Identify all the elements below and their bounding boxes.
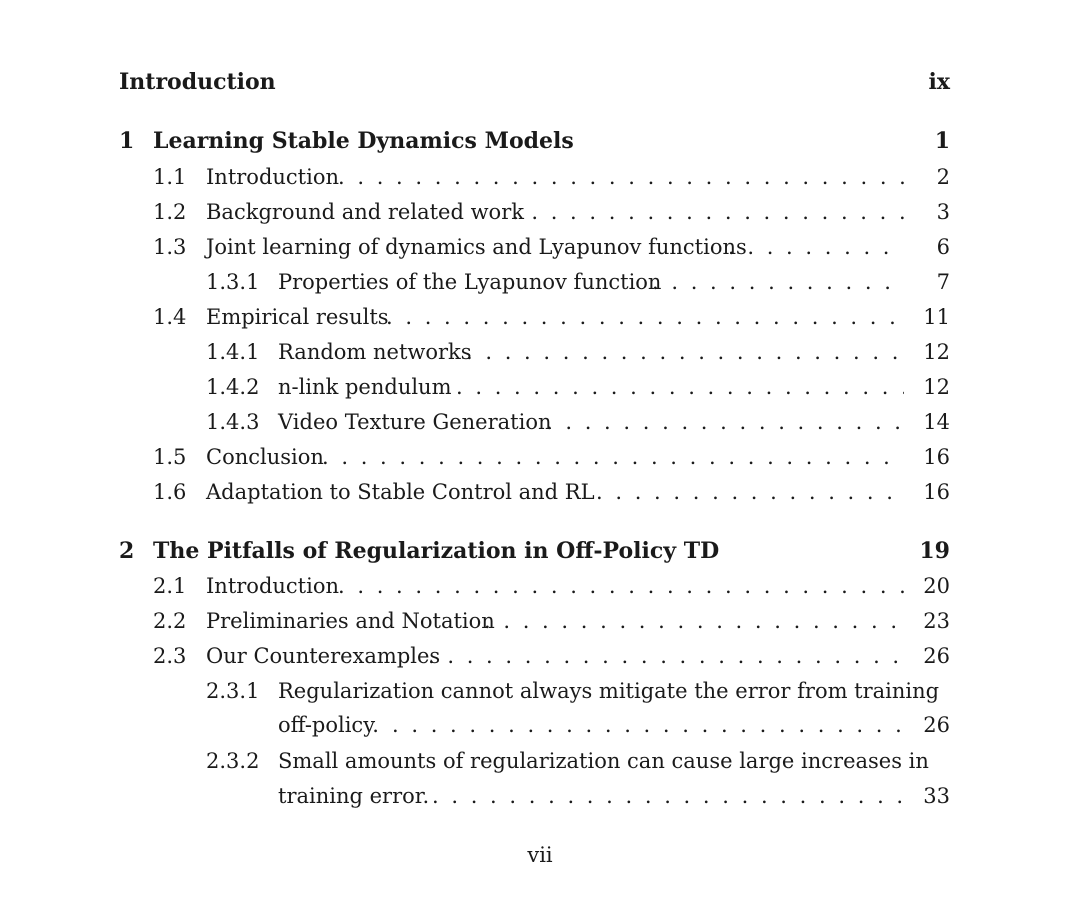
- entry-page: 23: [923, 609, 950, 633]
- entry-page: 12: [923, 340, 950, 364]
- subsection-title-line2: training error.: [278, 784, 430, 808]
- section-title: Conclusion: [206, 445, 324, 469]
- leader-dots: [322, 445, 904, 469]
- chapter-title: Learning Stable Dynamics Models: [153, 128, 574, 154]
- section-number: 1.6: [153, 480, 187, 504]
- entry-page: 16: [923, 480, 950, 504]
- entry-page: 1: [934, 128, 950, 154]
- entry-page: 16: [923, 445, 950, 469]
- section-number: 1.4: [153, 305, 187, 329]
- entry-page: 19: [919, 538, 950, 564]
- subsection-number: 1.3.1: [206, 270, 260, 294]
- entry-page: 7: [936, 270, 950, 294]
- section-number: 1.2: [153, 200, 187, 224]
- leader-dots: [512, 200, 904, 224]
- leader-dots: [338, 165, 904, 189]
- section-title: Background and related work: [206, 200, 524, 224]
- leader-dots: [432, 784, 904, 808]
- leader-dots: [466, 340, 904, 364]
- entry-page: 12: [923, 375, 950, 399]
- subsection-number: 2.3.1: [206, 679, 260, 703]
- section-number: 1.3: [153, 235, 187, 259]
- subsection-number: 1.4.2: [206, 375, 260, 399]
- entry-page: 2: [936, 165, 950, 189]
- section-number: 1.5: [153, 445, 187, 469]
- entry-page: 20: [923, 574, 950, 598]
- leader-dots: [652, 270, 904, 294]
- chapter-number: 1: [119, 128, 135, 154]
- leader-dots: [484, 609, 904, 633]
- subsection-number: 1.4.1: [206, 340, 260, 364]
- section-title: Our Counterexamples: [206, 644, 441, 668]
- section-number: 2.2: [153, 609, 187, 633]
- chapter-title: The Pitfalls of Regularization in Off-Policy TD: [153, 538, 720, 564]
- chapter-number: 2: [119, 538, 135, 564]
- subsection-title: n-link pendulum: [278, 375, 452, 399]
- leader-dots: [338, 574, 904, 598]
- section-title: Empirical results: [206, 305, 389, 329]
- subsection-title: Properties of the Lyapunov function: [278, 270, 662, 294]
- section-title: Introduction: [206, 165, 339, 189]
- page-number-footer: vii: [527, 843, 553, 867]
- section-number: 2.3: [153, 644, 187, 668]
- entry-page: 6: [936, 235, 950, 259]
- subsection-number: 1.4.3: [206, 410, 260, 434]
- leader-dots: [596, 480, 904, 504]
- entry-page: 14: [923, 410, 950, 434]
- leader-dots: [392, 713, 904, 737]
- entry-page: 26: [923, 713, 950, 737]
- leader-dots: [428, 644, 904, 668]
- leader-dots: [456, 375, 904, 399]
- subsection-title-line2: off-policy.: [278, 713, 379, 737]
- entry-page: ix: [928, 69, 950, 95]
- subsection-title: Random networks: [278, 340, 472, 364]
- section-title: Preliminaries and Notation: [206, 609, 495, 633]
- section-title: Introduction: [206, 574, 339, 598]
- section-number: 2.1: [153, 574, 187, 598]
- subsection-title: Video Texture Generation: [278, 410, 552, 434]
- subsection-number: 2.3.2: [206, 749, 260, 773]
- section-number: 1.1: [153, 165, 187, 189]
- leader-dots: [386, 305, 904, 329]
- subsection-title-line1: Small amounts of regularization can cause large increases in: [278, 749, 929, 773]
- entry-page: 33: [923, 784, 950, 808]
- section-title: Joint learning of dynamics and Lyapunov functions: [206, 235, 747, 259]
- leader-dots: [728, 235, 904, 259]
- entry-page: 11: [923, 305, 950, 329]
- subsection-title-line1: Regularization cannot always mitigate the error from training: [278, 679, 940, 703]
- entry-title: Introduction: [119, 69, 276, 95]
- section-title: Adaptation to Stable Control and RL: [206, 480, 595, 504]
- leader-dots: [546, 410, 904, 434]
- entry-page: 3: [936, 200, 950, 224]
- entry-page: 26: [923, 644, 950, 668]
